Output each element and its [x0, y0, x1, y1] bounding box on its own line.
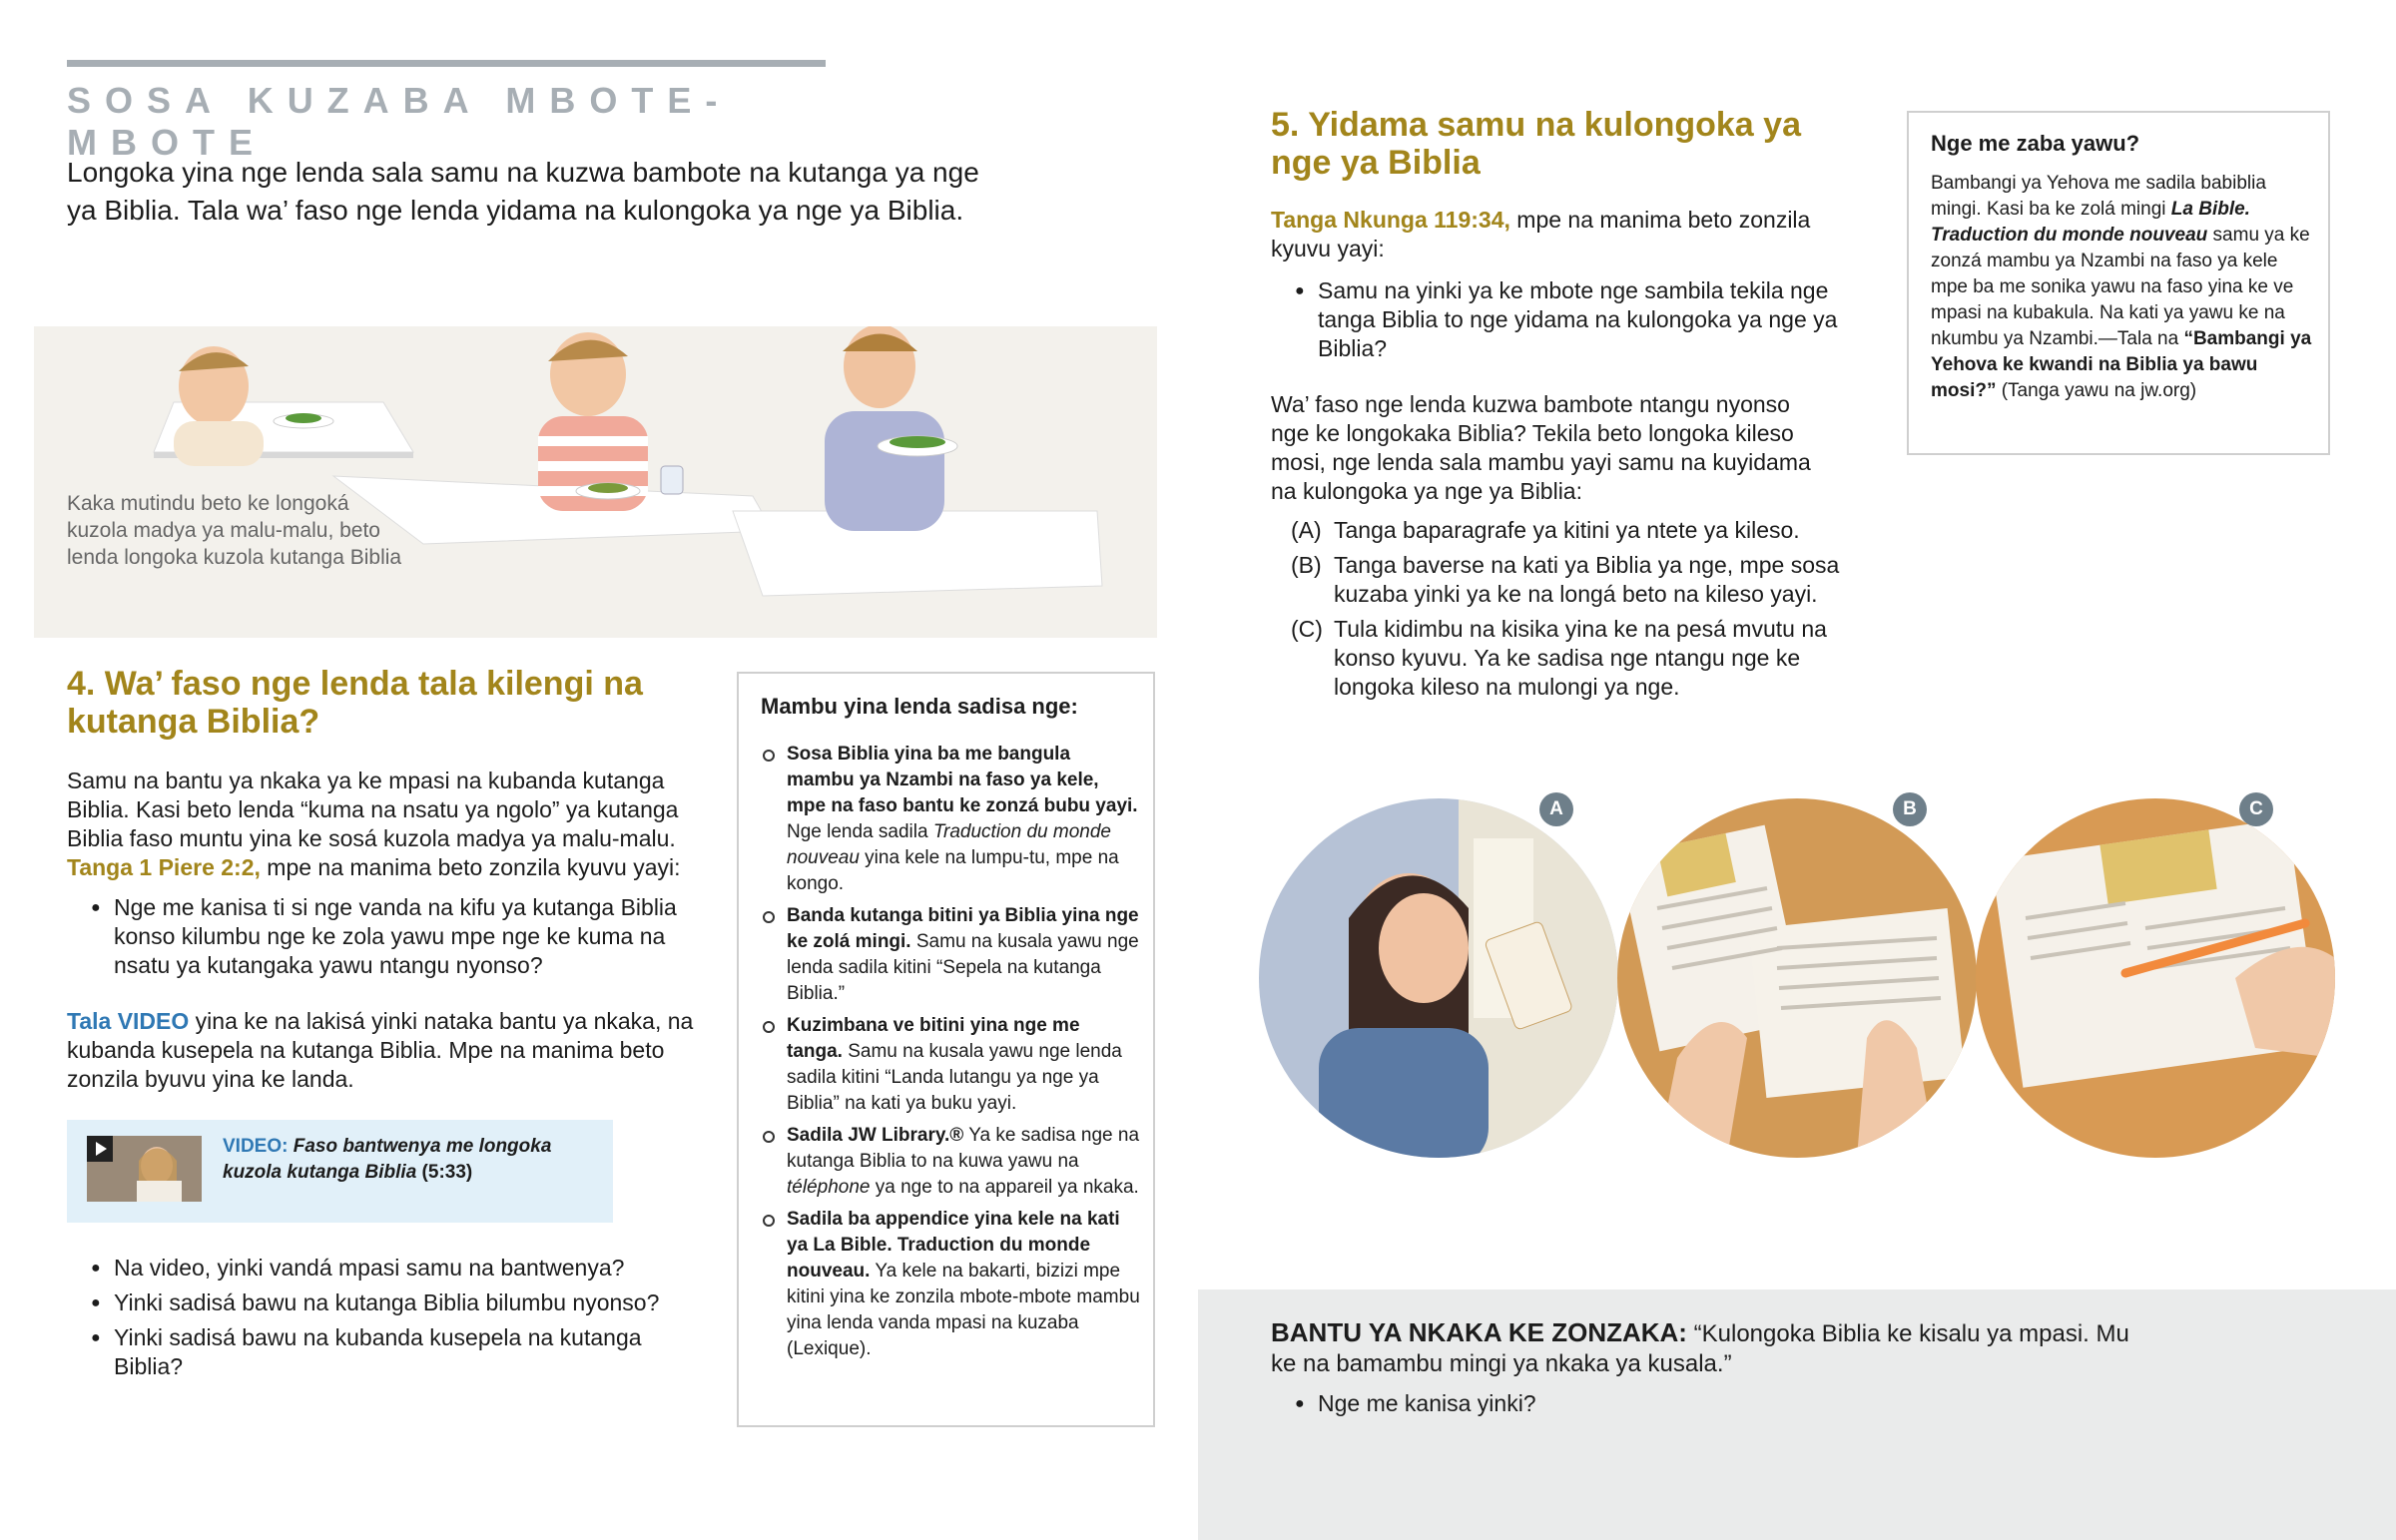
- article-title-link[interactable]: “Bambangi ya Yehova ke kwandi na Biblia ya bawu mosi?”: [1931, 328, 2312, 401]
- video-link[interactable]: Tala VIDEO: [67, 1008, 190, 1034]
- step-letter: (C): [1291, 616, 1323, 642]
- tip-tail: yina kele na lumpu-tu, mpe na kongo.: [787, 847, 1119, 894]
- section-4-p2-text: yina ke na lakisá yinki nataka bantu ya nkaka, na kubanda kusepela na kutanga Biblia. Mpe na manima beto zonzila byuvu yina ke landa.: [67, 1008, 694, 1092]
- video-label: VIDEO:: [223, 1136, 289, 1157]
- step-letter: (A): [1291, 517, 1322, 543]
- discussion-panel: [1198, 1289, 2396, 1540]
- tips-box: [737, 672, 1155, 1427]
- video-thumbnail[interactable]: [87, 1136, 202, 1202]
- tip-text: Ya kele na bakarti, bizizi mpe kitini yina ke zonzila mbote-mbote mambu yina lenda vanda mpasi na kuzaba (Lexique).: [787, 1261, 1140, 1359]
- tip-heading: Sadila JW Library.®: [787, 1125, 964, 1146]
- list-item: [1291, 551, 1850, 609]
- discussion-quote: [1271, 1317, 2129, 1379]
- section-5-question-list: [1271, 276, 1850, 363]
- list-item: [761, 1207, 1140, 1362]
- video-card[interactable]: [67, 1120, 613, 1223]
- scripture-reference-link[interactable]: Tanga 1 Piere 2:2,: [67, 854, 261, 880]
- list-item: [1291, 615, 1850, 702]
- illustration-caption: Kaka mutindu beto ke longoká kuzola madya ya malu-malu, beto lenda longoka kuzola kutanga Biblia: [67, 492, 402, 569]
- tip-text: Samu na kusala yawu nge lenda sadila kitini “Landa lutangu ya nge ya Biblia” na kati ya buku yayi.: [787, 1041, 1122, 1114]
- badge-b: B: [1893, 792, 1927, 826]
- section-4-p1-tail: mpe na manima beto zonzila kyuvu yayi:: [267, 854, 681, 880]
- section-4-question-list: [67, 893, 706, 980]
- badge-a: A: [1539, 792, 1573, 826]
- tips-list: [761, 742, 1140, 1368]
- tip-text: Ya ke sadisa nge na kutanga Biblia to na kuwa yawu na: [787, 1125, 1140, 1172]
- sidebox-text-part: Bambangi ya Yehova me sadila babiblia mingi. Kasi ba ke zolá mingi: [1931, 173, 2266, 220]
- list-item: ● Yinki sadisá bawu na kubanda kusepela na kutanga Biblia?: [67, 1323, 706, 1381]
- sidebox-title: Nge me zaba yawu?: [1931, 131, 2140, 156]
- video-title-block: [223, 1134, 602, 1186]
- step-text: Tula kidimbu na kisika yina ke na pesá mvutu na konso kyuvu. Ya ke sadisa nge ntangu nge ke longoka kileso na mulongi ya nge.: [1334, 616, 1827, 700]
- step-text: Tanga baparagrafe ya kitini ya ntete ya kileso.: [1334, 517, 1800, 543]
- list-item: ● Yinki sadisá bawu na kutanga Biblia bilumbu nyonso?: [67, 1288, 706, 1317]
- eating-illustration: [34, 326, 1157, 638]
- sidebox-text-part: samu ya ke zonzá mambu ya Nzambi na faso ya kele mpe ba me sonika yawu na faso yina ke ve mpasi na kubakula. Na kati ya yawu ke na nkumbu ya Nzambi.—Tala na: [1931, 225, 2310, 349]
- tip-heading: Sadila ba appendice yina kele na kati ya La Bible. Traduction du monde nouveau.: [787, 1209, 1120, 1282]
- tip-italic: Traduction du monde nouveau: [787, 821, 1111, 868]
- section-5-title: 5. Yidama samu na kulongoka ya nge ya Biblia: [1271, 106, 1801, 182]
- tip-italic: téléphone: [787, 1177, 871, 1198]
- badge-c: C: [2239, 792, 2273, 826]
- section-4-title: 4. Wa’ faso nge lenda tala kilengi na kutanga Biblia?: [67, 665, 643, 741]
- section-4-paragraph-1: [67, 767, 706, 882]
- section-5-paragraph-2: Wa’ faso nge lenda kuzwa bambote ntangu nyonso nge ke longokaka Biblia? Tekila beto longoka kileso mosi, nge lenda sala mambu yayi samu na kuyidama na kulongoka ya nge ya Biblia:: [1271, 391, 1811, 504]
- circle-illustration-a: [1259, 798, 1618, 1158]
- circle-illustration-c: [1976, 798, 2335, 1158]
- section-4-p1-text: Samu na bantu ya nkaka ya ke mpasi na kubanda kutanga Biblia. Kasi beto lenda “kuma na nsatu ya ngolo” ya kutanga Biblia faso muntu yina ke sosá kuzola madya ya malu-malu.: [67, 768, 679, 851]
- circle-illustration-b: [1617, 798, 1977, 1158]
- sidebox-text-part: (Tanga yawu na jw.org): [1996, 380, 2197, 401]
- discussion-heading: BANTU YA NKAKA KE ZONZAKA:: [1271, 1317, 1687, 1347]
- did-you-know-box: [1907, 111, 2330, 455]
- tip-text: Samu na kusala yawu nge lenda sadila kitini “Sepela na kutanga Biblia.”: [787, 931, 1139, 1004]
- list-item: [761, 1013, 1140, 1117]
- tip-text: Nge lenda sadila: [787, 821, 933, 842]
- section-5-p1-tail: mpe na manima beto zonzila kyuvu yayi:: [1271, 207, 1811, 261]
- step-letter: (B): [1291, 552, 1322, 578]
- discussion-quote-text: “Kulongoka Biblia ke kisalu ya mpasi. Mu ke na bamambu mingi ya nkaka ya kusala.”: [1271, 1320, 2129, 1377]
- tip-heading: Sosa Biblia yina ba me bangula mambu ya Nzambi na faso ya kele, mpe na faso bantu ke zonzá bubu yayi.: [787, 744, 1138, 816]
- section-4-paragraph-2: [67, 1007, 706, 1094]
- video-question-list: [67, 1254, 706, 1387]
- list-item: [761, 742, 1140, 897]
- scripture-reference-link[interactable]: Tanga Nkunga 119:34,: [1271, 207, 1510, 233]
- play-icon[interactable]: [87, 1136, 113, 1162]
- section-5-paragraph-1: [1271, 206, 1870, 263]
- list-item: [761, 903, 1140, 1007]
- tip-heading: Banda kutanga bitini ya Biblia yina nge ke zolá mingi.: [787, 905, 1139, 952]
- tip-tail: ya nge to na appareil ya nkaka.: [870, 1177, 1139, 1198]
- bible-title: La Bible. Traduction du monde nouveau: [1931, 199, 2250, 246]
- discussion-question-list: [1271, 1389, 1870, 1418]
- list-item: ● Samu na yinki ya ke mbote nge sambila tekila nge tanga Biblia to nge yidama na kulongoka ya nge ya Biblia?: [1271, 276, 1850, 363]
- sidebox-text: [1931, 171, 2315, 404]
- list-item: [761, 1123, 1140, 1201]
- step-text: Tanga baverse na kati ya Biblia ya nge, mpe sosa kuzaba yinki ya ke na longá beto na kileso yayi.: [1334, 552, 1840, 607]
- section-kicker: SOSA KUZABA MBOTE-MBOTE: [67, 80, 732, 163]
- video-title[interactable]: Faso bantwenya me longoka kuzola kutanga Biblia: [223, 1136, 552, 1183]
- tip-heading: Kuzimbana ve bitini yina nge me tanga.: [787, 1015, 1080, 1062]
- intro-paragraph: Longoka yina nge lenda sala samu na kuzwa bambote na kutanga ya nge ya Biblia. Tala wa’ faso nge lenda yidama na kulongoka ya nge ya Biblia.: [67, 157, 979, 226]
- list-item: ● Na video, yinki vandá mpasi samu na bantwenya?: [67, 1254, 706, 1283]
- study-steps-list: [1291, 516, 1850, 708]
- list-item: [1291, 516, 1850, 545]
- list-item: ● Nge me kanisa yinki?: [1271, 1389, 1870, 1418]
- top-rule: [67, 60, 826, 67]
- video-duration: (5:33): [421, 1162, 473, 1183]
- tips-title: Mambu yina lenda sadisa nge:: [761, 694, 1078, 719]
- list-item: ● Nge me kanisa ti si nge vanda na kifu ya kutanga Biblia konso kilumbu nge ke zola yawu mpe nge ke kuma na nsatu ya kutangaka yawu ntangu nyonso?: [67, 893, 706, 980]
